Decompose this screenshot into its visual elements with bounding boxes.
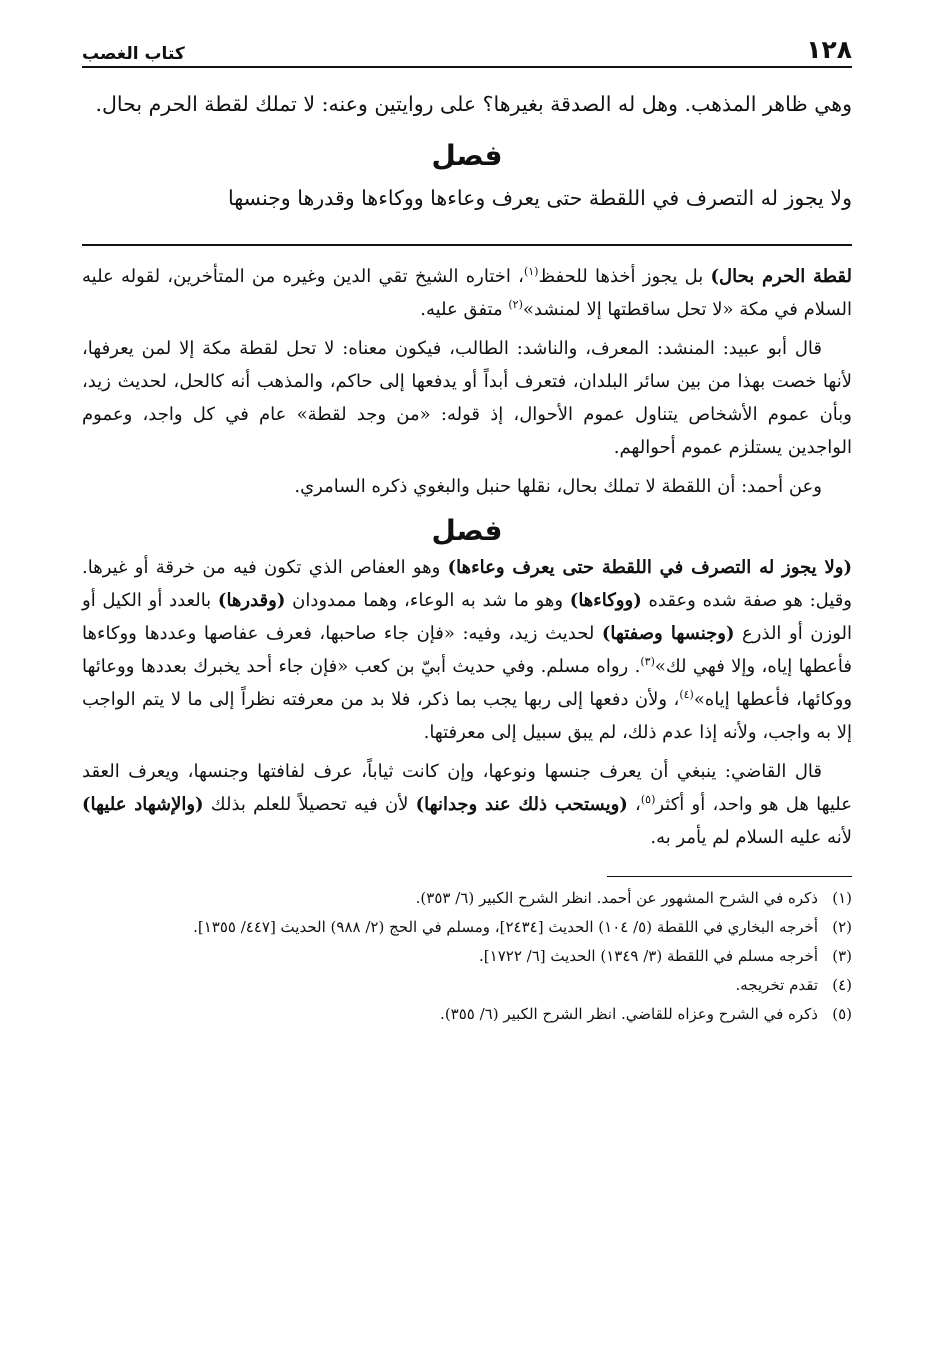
- bold-quote: لقطة الحرم بحال): [710, 266, 852, 287]
- footnote: [82, 885, 852, 912]
- bold-quote: (ولا يجوز له التصرف في اللقطة حتى يعرف وعاءها): [447, 557, 852, 578]
- commentary-paragraph-3: وعن أحمد: أن اللقطة لا تملك بحال، نقلها حنبل والبغوي ذكره السامري.: [294, 476, 822, 497]
- footnote-text: تقدم تخريجه.: [735, 976, 818, 994]
- commentary-paragraph-2: قال أبو عبيد: المنشد: المعرف، والناشد: الطالب، فيكون معناه: لا تحل لقطة مكة إلا لمن يعرفها، لأنها خصت بهذا من بين سائر البلدان، فتعرف أبداً أو يدفعها إلى حاكم، والمذهب أنه كالحل، لحديث زيد، وبأن عموم الأشخاص يتناول عموم الأحوال، إذ قوله: «من وجد لقطة» عام في كل واجد، وعموم الواجدين يستلزم عموم أحوالهم.: [82, 338, 852, 458]
- footnote-text: أخرجه مسلم في اللقطة (٣/ ١٣٤٩) الحديث [٦/ ١٧٢٢].: [479, 947, 818, 965]
- footnote-number: (٥): [832, 1005, 852, 1023]
- bold-quote: (ويستحب ذلك عند وجدانها): [415, 794, 628, 815]
- footnote-text: ذكره في الشرح وعزاه للقاضي. انظر الشرح الكبير (٦/ ٣٥٥).: [440, 1005, 818, 1023]
- opening-paragraph: وهي ظاهر المذهب. وهل له الصدقة بغيرها؟ على روايتين وعنه: لا تملك لقطة الحرم بحال.: [95, 92, 852, 116]
- footnote: [82, 972, 852, 999]
- book-page: [82, 30, 852, 1028]
- footnote: [82, 1001, 852, 1028]
- section-heading-1: فصل: [431, 139, 503, 172]
- footnote-ref: (٢): [508, 298, 523, 311]
- page-number: ١٢٨: [806, 35, 852, 64]
- bold-quote: (والإشهاد عليها): [82, 794, 204, 815]
- section2-paragraph-1: (ولا يجوز له التصرف في اللقطة حتى يعرف وعاءها) وهو العفاص الذي تكون فيه من خرقة أو غيرها. وقيل: هو صفة شده وعقده (ووكاءها) وهو ما شد به الوعاء، وهما ممدودان (وقدرها) بالعدد أو الكيل أو الوزن أو الذرع (وجنسها وصفتها) لحديث زيد، وفيه: «فإن جاء صاحبها، فعرف عفاصها وعددها ووكاءها فأعطها إياه، وإلا فهي لك»$^{(٣)}$. رواه مسلم. وفي حديث أبيّ بن كعب «فإن جاء أحد يخبرك بعددها ووعائها ووكائها، فأعطها إياه»$^{(٤)}$، ولأن دفعها إلى ربها يجب بما ذكر، فلا بد من معرفته نظراً إلى ما لا يتم الواجب إلا به واجب، ولأنه إذا عدم ذلك، لم يبق سبيل إلى معرفتها.: [82, 557, 853, 743]
- footnote-number: (١): [832, 889, 852, 907]
- footnote-ref: (٣): [640, 655, 655, 668]
- footnote-rule: [607, 876, 852, 877]
- bold-quote: (وجنسها وصفتها): [601, 623, 735, 644]
- commentary: [82, 260, 852, 854]
- footnote-ref: (٤): [679, 688, 694, 701]
- footnote-number: (٣): [832, 947, 852, 965]
- footnote-ref: (٥): [640, 793, 656, 806]
- footnote-text: ذكره في الشرح المشهور عن أحمد. انظر الشرح الكبير (٦/ ٣٥٣).: [415, 889, 818, 907]
- footnotes: [82, 885, 852, 1028]
- footnote: [82, 914, 852, 941]
- footnote-ref: (١): [523, 265, 539, 278]
- bold-quote: (ووكاءها): [569, 590, 642, 611]
- bold-quote: (وقدرها): [217, 590, 286, 611]
- commentary-paragraph-1: لقطة الحرم بحال) بل يجوز أخذها للحفظ$^{(١)}$، اختاره الشيخ تقي الدين وغيره من المتأخرين، لقوله عليه السلام في مكة «لا تحل ساقطتها إلا لمنشد»$^{(٢)}$ متفق عليه.: [82, 265, 852, 320]
- footnote: [82, 943, 852, 970]
- footnote-number: (٢): [832, 918, 852, 936]
- header-rule: [82, 66, 852, 68]
- book-title: كتاب الغصب: [82, 44, 185, 64]
- section-heading-2: فصل: [431, 514, 503, 547]
- matn-text: ولا يجوز له التصرف في اللقطة حتى يعرف وعاءها ووكاءها وقدرها وجنسها: [227, 186, 852, 210]
- footnote-number: (٤): [832, 976, 852, 994]
- footnote-text: أخرجه البخاري في اللقطة (٥/ ١٠٤) الحديث [٢٤٣٤]، ومسلم في الحج (٢/ ٩٨٨) الحديث [٤٤٧/ ١٣٥٥].: [193, 918, 818, 936]
- section2-paragraph-2: قال القاضي: ينبغي أن يعرف جنسها ونوعها، وإن كانت ثياباً، عرف لفافتها وجنسها، ويعرف العقد عليها هل هو واحد، أو أكثر$^{(٥)}$، (ويستحب ذلك عند وجدانها) لأن فيه تحصيلاً للعلم بذلك (والإشهاد عليها) لأنه عليه السلام لم يأمر به.: [82, 761, 853, 848]
- running-header: [82, 30, 852, 64]
- matn-commentary-divider: [82, 244, 852, 246]
